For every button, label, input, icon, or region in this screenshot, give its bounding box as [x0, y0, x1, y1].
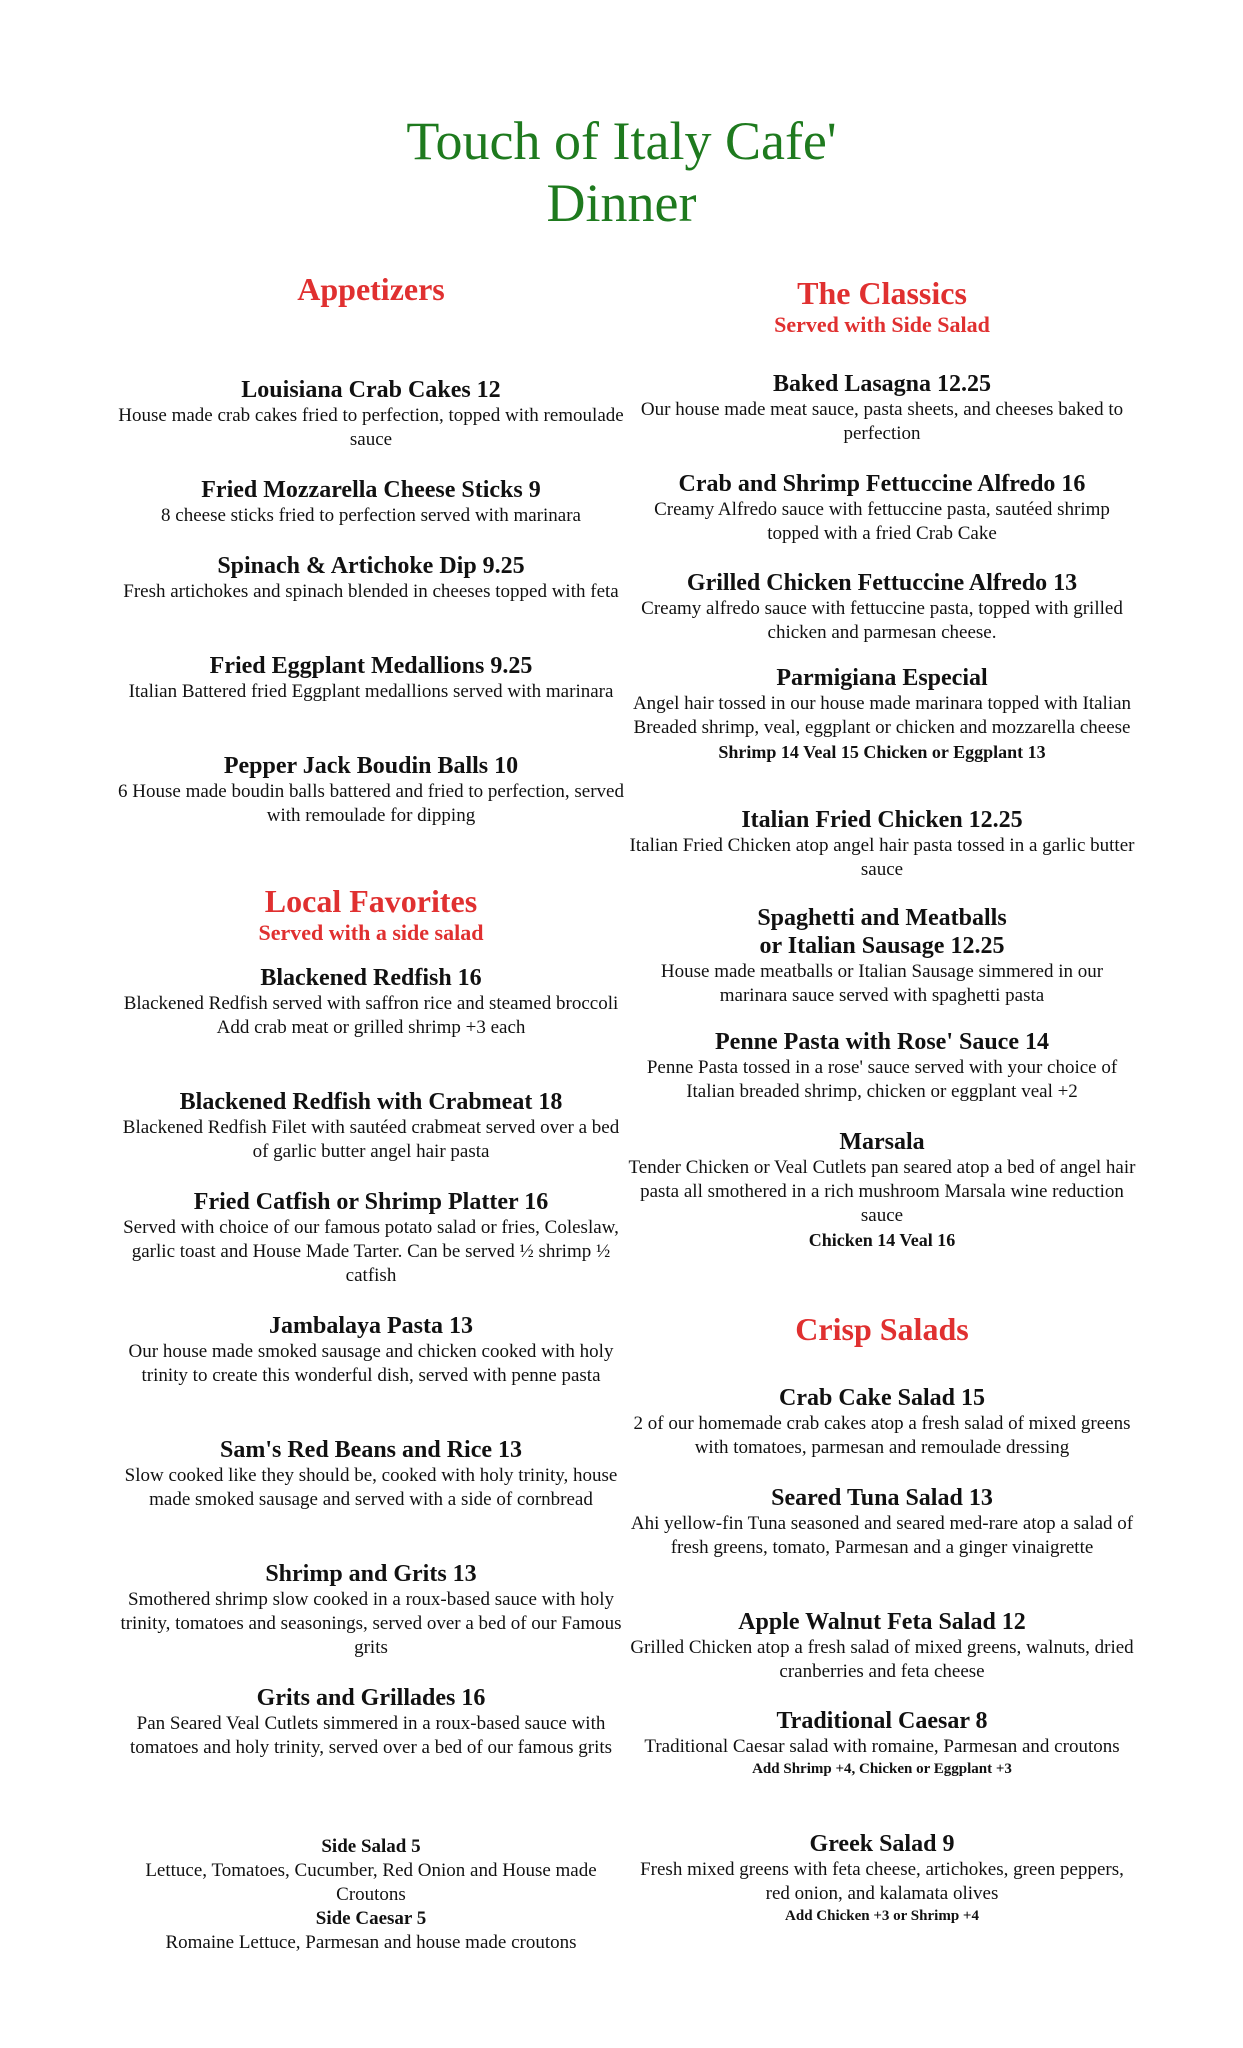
- item-addon: Add Shrimp +4, Chicken or Eggplant +3: [752, 1761, 1012, 1777]
- side-salads: [118, 1835, 624, 1955]
- item-description: 2 of our homemade crab cakes atop a fresh salad of mixed greens with tomatoes, parmesan and remoulade dressing: [633, 1413, 1131, 1458]
- item-description: Creamy alfredo sauce with fettuccine pasta, topped with grilled chicken and parmesan cheese.: [641, 598, 1123, 643]
- item-description: Penne Pasta tossed in a rose' sauce served with your choice of Italian breaded shrimp, chicken or eggplant veal +2: [646, 1057, 1118, 1102]
- item-name: Italian Fried Chicken 12.25: [741, 807, 1023, 833]
- item-name: Pepper Jack Boudin Balls 10: [223, 753, 519, 779]
- menu-item: [628, 1830, 1136, 1926]
- menu-item: [118, 1684, 624, 1760]
- menu-item: [628, 1484, 1136, 1560]
- menu-item: [628, 1608, 1136, 1684]
- classics-subheading: Served with Side Salad: [774, 312, 990, 337]
- right-column: [628, 274, 1136, 1974]
- item-name: Traditional Caesar 8: [776, 1708, 988, 1734]
- menu-item: [628, 806, 1136, 882]
- menu-item: [118, 1560, 624, 1660]
- menu-title: [0, 110, 1243, 234]
- item-name: Jambalaya Pasta 13: [269, 1313, 473, 1339]
- menu-item: [118, 652, 624, 704]
- menu-item: [118, 752, 624, 828]
- item-description: Tender Chicken or Veal Cutlets pan seared atop a bed of angel hair pasta all smothered in a rich mushroom Marsala wine reduction sauce: [628, 1157, 1136, 1226]
- local-favorites-subheading: Served with a side salad: [258, 920, 484, 945]
- item-name: Fried Eggplant Medallions 9.25: [209, 653, 533, 679]
- item-description: Blackened Redfish Filet with sautéed crabmeat served over a bed of garlic butter angel hair pasta: [122, 1117, 620, 1162]
- item-name: Fried Catfish or Shrimp Platter 16: [193, 1189, 549, 1215]
- item-description: Our house made meat sauce, pasta sheets, and cheeses baked to perfection: [640, 399, 1124, 444]
- salads-heading: Crisp Salads: [795, 1311, 969, 1347]
- side-salad-description: Lettuce, Tomatoes, Cucumber, Red Onion and House made Croutons: [145, 1860, 597, 1905]
- menu-item: [628, 904, 1136, 1008]
- menu-item: [628, 370, 1136, 446]
- item-description: Angel hair tossed in our house made marinara topped with Italian Breaded shrimp, veal, eggplant or chicken and mozzarella cheese: [632, 693, 1132, 738]
- item-name: Blackened Redfish 16: [260, 965, 482, 991]
- item-description: Italian Fried Chicken atop angel hair pasta tossed in a garlic butter sauce: [629, 835, 1135, 880]
- item-description: Fresh mixed greens with feta cheese, artichokes, green peppers, red onion, and kalamata olives: [640, 1859, 1124, 1904]
- item-name-line-2: or Italian Sausage 12.25: [759, 933, 1005, 959]
- item-name: Penne Pasta with Rose' Sauce 14: [715, 1029, 1049, 1055]
- menu-item: [628, 1128, 1136, 1252]
- item-name: Shrimp and Grits 13: [265, 1561, 477, 1587]
- item-description: Ahi yellow-fin Tuna seasoned and seared med-rare atop a salad of fresh greens, tomato, Parmesan and a ginger vinaigrette: [630, 1513, 1134, 1558]
- item-name: Marsala: [839, 1129, 925, 1155]
- item-name: Crab and Shrimp Fettuccine Alfredo 16: [678, 471, 1086, 497]
- item-description: House made meatballs or Italian Sausage simmered in our marinara sauce served with spaghetti pasta: [660, 961, 1104, 1006]
- left-column: [118, 270, 624, 1970]
- menu-item: [628, 664, 1136, 764]
- item-description: Slow cooked like they should be, cooked with holy trinity, house made smoked sausage and served with a side of cornbread: [124, 1465, 618, 1510]
- menu-item: [118, 964, 624, 1040]
- classics-header: [628, 274, 1136, 338]
- item-name: Spinach & Artichoke Dip 9.25: [217, 553, 525, 579]
- menu-item: [118, 1088, 624, 1164]
- side-caesar-name: Side Caesar 5: [315, 1908, 427, 1929]
- item-description: Smothered shrimp slow cooked in a roux-based sauce with holy trinity, tomatoes and seasonings, served over a bed of our Famous grits: [120, 1589, 622, 1658]
- item-description: Creamy Alfredo sauce with fettuccine pasta, sautéed shrimp topped with a fried Crab Cake: [654, 499, 1110, 544]
- restaurant-name: Touch of Italy Cafe': [406, 111, 837, 171]
- item-description: Blackened Redfish served with saffron rice and steamed broccoli: [123, 993, 619, 1014]
- item-description: Served with choice of our famous potato salad or fries, Coleslaw, garlic toast and House Made Tarter. Can be served ½ shrimp ½ catfish: [123, 1217, 619, 1286]
- menu-item: [628, 1384, 1136, 1460]
- item-description: Italian Battered fried Eggplant medallions served with marinara: [128, 681, 614, 702]
- item-name: Crab Cake Salad 15: [778, 1385, 986, 1411]
- side-salad-name: Side Salad 5: [321, 1836, 421, 1857]
- menu-item: [628, 1028, 1136, 1104]
- item-name: Grilled Chicken Fettuccine Alfredo 13: [686, 570, 1078, 596]
- local-favorites-heading: Local Favorites: [264, 883, 478, 919]
- side-caesar-description: Romaine Lettuce, Parmesan and house made croutons: [165, 1932, 577, 1953]
- item-name: Sam's Red Beans and Rice 13: [219, 1437, 523, 1463]
- item-description: House made crab cakes fried to perfection, topped with remoulade sauce: [118, 405, 624, 450]
- item-description: Fresh artichokes and spinach blended in cheeses topped with feta: [123, 581, 619, 602]
- item-name: Blackened Redfish with Crabmeat 18: [179, 1089, 563, 1115]
- item-description: Grilled Chicken atop a fresh salad of mixed greens, walnuts, dried cranberries and feta cheese: [630, 1637, 1134, 1682]
- item-note: Add crab meat or grilled shrimp +3 each: [216, 1017, 526, 1038]
- item-name: Baked Lasagna 12.25: [772, 371, 992, 397]
- item-name: Grits and Grillades 16: [256, 1685, 486, 1711]
- item-name: Seared Tuna Salad 13: [771, 1485, 993, 1511]
- item-name: Parmigiana Especial: [776, 665, 988, 691]
- item-description: Our house made smoked sausage and chicken cooked with holy trinity to create this wonderful dish, served with penne pasta: [128, 1341, 614, 1386]
- item-description: 8 cheese sticks fried to perfection served with marinara: [161, 505, 581, 526]
- item-name-line-1: Spaghetti and Meatballs: [757, 905, 1007, 931]
- menu-item: [118, 1188, 624, 1288]
- menu-item: [118, 552, 624, 604]
- item-description: 6 House made boudin balls battered and fried to perfection, served with remoulade for dipping: [118, 781, 624, 826]
- local-favorites-header: [118, 882, 624, 946]
- item-name: Apple Walnut Feta Salad 12: [738, 1609, 1026, 1635]
- menu-type: Dinner: [546, 173, 697, 233]
- menu-item: [118, 476, 624, 528]
- item-description: Pan Seared Veal Cutlets simmered in a roux-based sauce with tomatoes and holy trinity, served over a bed of our famous grits: [129, 1713, 613, 1758]
- item-name: Fried Mozzarella Cheese Sticks 9: [201, 477, 541, 503]
- item-prices: Chicken 14 Veal 16: [808, 1230, 956, 1250]
- menu-item: [628, 470, 1136, 546]
- item-name: Louisiana Crab Cakes 12: [241, 377, 501, 403]
- menu-item: [628, 569, 1136, 645]
- item-description: Traditional Caesar salad with romaine, Parmesan and croutons: [644, 1736, 1120, 1757]
- menu-item: [118, 1436, 624, 1512]
- classics-heading: The Classics: [797, 275, 967, 311]
- item-prices: Shrimp 14 Veal 15 Chicken or Eggplant 13: [718, 742, 1046, 762]
- menu-item: [628, 1707, 1136, 1779]
- appetizers-heading: Appetizers: [297, 271, 445, 307]
- item-name: Greek Salad 9: [809, 1831, 955, 1857]
- menu-item: [118, 376, 624, 452]
- item-addon: Add Chicken +3 or Shrimp +4: [785, 1908, 979, 1924]
- menu-item: [118, 1312, 624, 1388]
